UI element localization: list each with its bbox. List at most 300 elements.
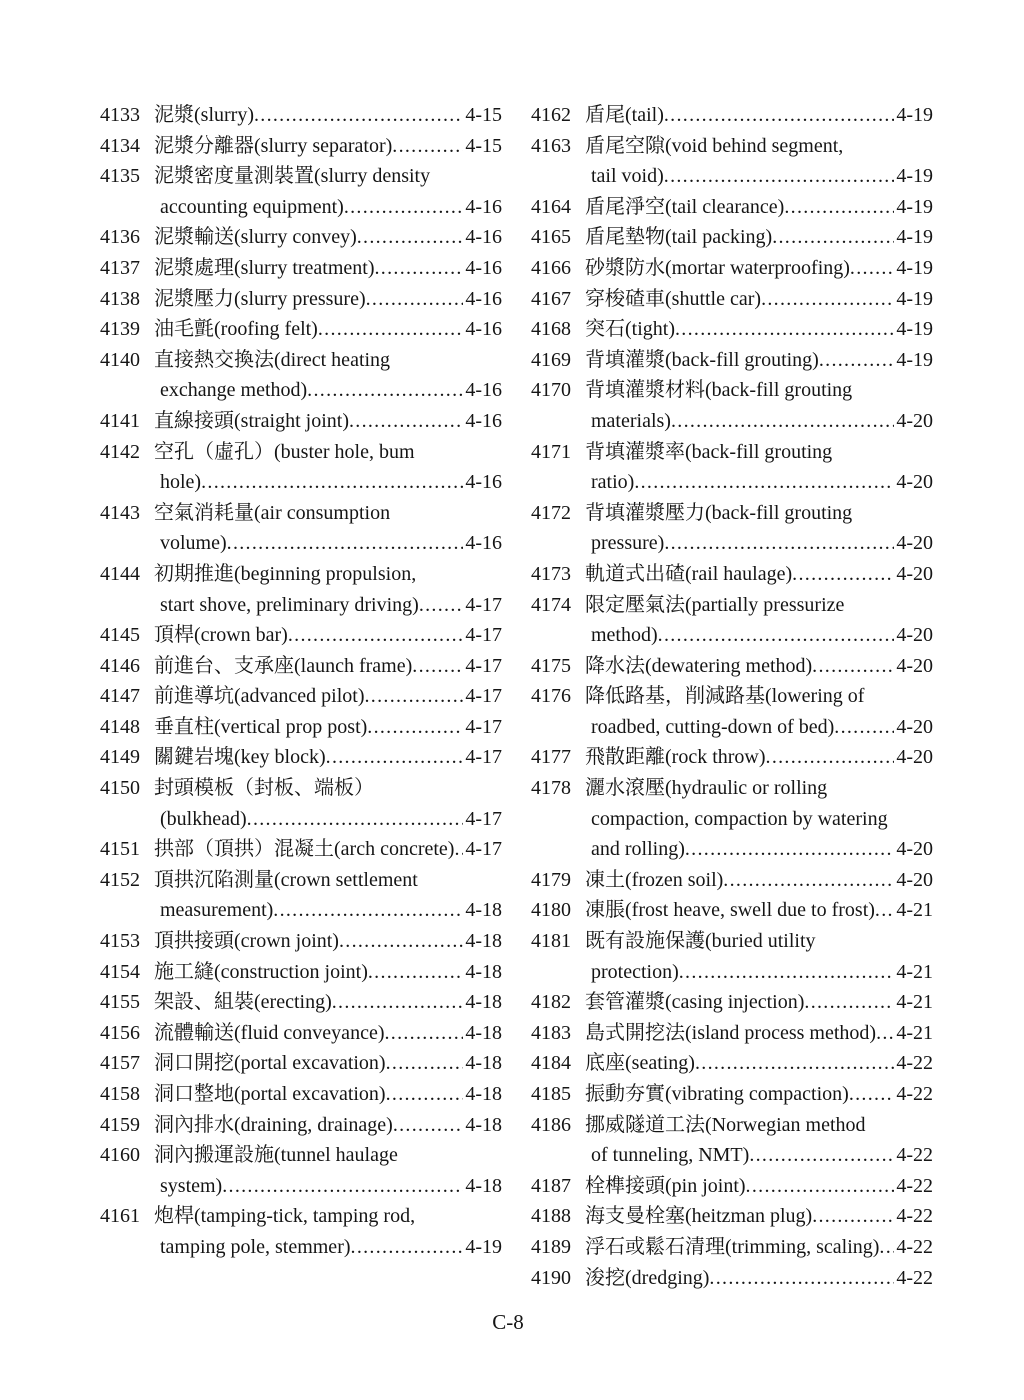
entry-body [154,437,502,498]
entry-pageref: 4-20 [896,715,933,738]
index-entry [531,1079,933,1110]
entry-body [154,559,502,620]
entry-term: 泥漿(slurry) [154,104,254,126]
entry-number: 4188 [531,1205,571,1228]
entry-term: exchange method) [160,379,308,402]
entry-pageref: 4-19 [896,287,933,310]
entry-line [585,1171,933,1202]
entry-pageref: 4-17 [465,746,502,769]
entry-number: 4163 [531,134,571,157]
entry-line [585,590,933,621]
dot-leader [664,161,895,192]
dot-leader [351,1232,464,1263]
entry-pageref: 4-18 [465,1052,502,1075]
entry-line [154,773,502,804]
dot-leader [812,651,894,682]
entry-number: 4150 [100,777,140,800]
entry-body [585,222,933,253]
entry-pageref: 4-16 [465,287,502,310]
entry-body [154,1201,502,1262]
entry-body [585,437,933,498]
entry-line [154,222,502,253]
entry-term: 架設、組裝(erecting) [154,991,332,1014]
dot-leader [819,345,894,376]
entry-pageref: 4-15 [465,104,502,126]
entry-number: 4157 [100,1052,140,1075]
entry-term: method) [591,624,658,647]
entry-body [585,131,933,192]
entry-body [154,712,502,743]
dot-leader [658,620,895,651]
entry-body [154,1110,502,1141]
entry-term: 盾尾空隙(void behind segment, [585,134,844,157]
entry-term: 頂拱沉陷測量(crown settlement [154,868,418,891]
index-entry [100,161,502,222]
entry-number: 4181 [531,930,571,953]
index-entry [100,100,502,131]
dot-leader [357,222,464,253]
dot-leader [671,406,894,437]
entry-line [585,987,933,1018]
entry-body [154,345,502,406]
entry-number: 4189 [531,1235,571,1258]
entry-number: 4138 [100,287,140,310]
entry-body [154,987,502,1018]
entry-line [154,528,502,559]
entry-number: 4179 [531,868,571,891]
entry-pageref: 4-20 [896,838,933,861]
entry-term: 飛散距離(rock throw) [585,746,766,769]
index-entry [100,773,502,834]
index-entry [100,345,502,406]
entry-number: 4151 [100,838,140,861]
dot-leader [386,1079,464,1110]
entry-line [154,1110,502,1141]
entry-body [154,1018,502,1049]
entry-body [585,1079,933,1110]
dot-leader [723,865,894,896]
entry-term: 背填灌漿壓力(back-fill grouting [585,501,853,524]
entry-number: 4172 [531,501,571,524]
entry-term: compaction, compaction by watering [591,807,888,830]
entry-term: tail void) [591,165,664,188]
entry-number: 4185 [531,1083,571,1105]
entry-term: 浚挖(dredging) [585,1266,710,1289]
index-columns [100,100,933,1293]
entry-number: 4184 [531,1052,571,1075]
dot-leader [384,1018,463,1049]
entry-pageref: 4-20 [896,746,933,769]
entry-term: 背填灌漿材料(back-fill grouting [585,379,853,402]
dot-leader [664,100,894,131]
entry-pageref: 4-20 [896,654,933,677]
entry-body [154,773,502,834]
entry-term: measurement) [160,899,274,922]
entry-line [585,834,933,865]
entry-pageref: 4-19 [896,226,933,249]
entry-line [585,498,933,529]
entry-line [154,651,502,682]
entry-term: ratio) [591,471,635,494]
entry-pageref: 4-20 [896,532,933,555]
entry-pageref: 4-17 [465,715,502,738]
entry-pageref: 4-16 [465,471,502,494]
entry-term: 穿梭碴車(shuttle car) [585,287,762,310]
entry-term: 島式開挖法(island process method) [585,1021,877,1044]
entry-body [154,620,502,651]
entry-line [154,804,502,835]
entry-term: 浮石或鬆石清理(trimming, scaling) [585,1235,880,1258]
entry-number: 4145 [100,624,140,647]
dot-leader [367,712,463,743]
dot-leader [804,987,894,1018]
entry-term: 限定壓氣法(partially pressurize [585,593,845,616]
dot-leader [227,528,464,559]
index-entry [100,1048,502,1079]
entry-body [154,681,502,712]
index-entry [531,222,933,253]
entry-line [154,712,502,743]
entry-pageref: 4-18 [465,899,502,922]
dot-leader [332,987,464,1018]
entry-pageref: 4-16 [465,532,502,555]
entry-number: 4154 [100,960,140,983]
dot-leader [365,681,464,712]
entry-term: 軌道式出碴(rail haulage) [585,562,793,585]
index-entry [531,1018,933,1049]
entry-line [154,1201,502,1232]
entry-number: 4170 [531,379,571,402]
entry-number: 4167 [531,287,571,310]
entry-pageref: 4-18 [465,960,502,983]
entry-pageref: 4-18 [465,1021,502,1044]
index-entry [531,345,933,376]
index-entry [531,987,933,1018]
entry-number: 4135 [100,165,140,188]
dot-leader [875,895,894,926]
dot-leader [339,926,463,957]
index-entry [100,1140,502,1201]
entry-term: protection) [591,960,679,983]
index-entry [531,926,933,987]
entry-pageref: 4-20 [896,562,933,585]
dot-leader [772,222,894,253]
entry-pageref: 4-17 [465,593,502,616]
index-entry [100,834,502,865]
entry-body [585,987,933,1018]
entry-line [585,712,933,743]
entry-number: 4174 [531,593,571,616]
entry-body [585,1201,933,1232]
index-entry [100,131,502,162]
index-entry [531,375,933,436]
entry-number: 4168 [531,318,571,341]
dot-leader [685,834,894,865]
dot-leader [326,742,464,773]
entry-term: 凍土(frozen soil) [585,868,724,891]
entry-term: 泥漿壓力(slurry pressure) [154,287,366,310]
entry-term: 頂拱接頭(crown joint) [154,930,339,953]
entry-body [585,559,933,590]
entry-body [154,314,502,345]
entry-pageref: 4-19 [896,318,933,341]
index-entry [531,865,933,896]
entry-body [154,834,502,865]
entry-pageref: 4-16 [465,409,502,432]
entry-body [154,651,502,682]
entry-body [154,100,502,131]
dot-leader [695,1048,894,1079]
index-column-left [100,100,502,1293]
entry-line [154,284,502,315]
dot-leader [222,1171,463,1202]
entry-line [154,620,502,651]
index-entry [100,559,502,620]
entry-line [154,375,502,406]
entry-number: 4144 [100,562,140,585]
entry-term: 前進導坑(advanced pilot) [154,685,365,708]
entry-line [154,590,502,621]
dot-leader [307,375,463,406]
entry-line [585,528,933,559]
dot-leader [664,528,894,559]
index-entry [531,895,933,926]
entry-term: 降低路基，削減路基(lowering of [585,685,865,708]
entry-pageref: 4-19 [896,256,933,279]
entry-line [585,1201,933,1232]
dot-leader [679,957,895,988]
index-entry [100,222,502,253]
dot-leader [746,1171,895,1202]
entry-term: 砂漿防水(mortar waterproofing) [585,256,850,279]
index-entry [531,284,933,315]
entry-pageref: 4-18 [465,1113,502,1136]
dot-leader [879,1232,894,1263]
entry-number: 4177 [531,746,571,769]
entry-body [585,1110,933,1171]
index-entry [100,1079,502,1110]
entry-number: 4136 [100,226,140,249]
index-entry [100,742,502,773]
entry-pageref: 4-18 [465,1174,502,1197]
entry-term: 油毛氈(roofing felt) [154,318,318,341]
entry-line [585,253,933,284]
entry-line [585,161,933,192]
entry-pageref: 4-19 [896,348,933,371]
index-entry [100,406,502,437]
dot-leader [318,314,463,345]
entry-number: 4139 [100,318,140,341]
entry-term: 空氣消耗量(air consumption [154,501,391,524]
entry-number: 4169 [531,348,571,371]
entry-pageref: 4-17 [465,654,502,677]
entry-number: 4146 [100,654,140,677]
entry-line [585,804,933,835]
entry-number: 4162 [531,104,571,126]
entry-number: 4176 [531,685,571,708]
entry-term: and rolling) [591,838,685,861]
entry-pageref: 4-17 [465,624,502,647]
entry-line [154,1048,502,1079]
entry-term: 背填灌漿率(back-fill grouting [585,440,833,463]
entry-term: tamping pole, stemmer) [160,1235,351,1258]
entry-line [585,1079,933,1110]
entry-body [585,926,933,987]
entry-line [154,345,502,376]
entry-body [585,192,933,223]
entry-pageref: 4-17 [465,807,502,830]
entry-line [154,161,502,192]
index-entry [531,192,933,223]
entry-line [585,957,933,988]
entry-pageref: 4-21 [896,960,933,983]
index-entry [531,681,933,742]
index-entry [531,1171,933,1202]
dot-leader [675,314,894,345]
entry-line [585,406,933,437]
entry-line [154,742,502,773]
entry-number: 4173 [531,562,571,585]
index-entry [100,1018,502,1049]
index-entry [100,926,502,957]
entry-number: 4156 [100,1021,140,1044]
entry-term: materials) [591,409,671,432]
entry-term: 灑水滾壓(hydraulic or rolling [585,777,828,800]
index-entry [531,131,933,192]
entry-term: pressure) [591,532,665,555]
entry-term: 流體輸送(fluid conveyance) [154,1021,385,1044]
entry-line [154,253,502,284]
entry-line [585,651,933,682]
index-entry [100,498,502,559]
entry-term: 洞口整地(portal excavation) [154,1083,386,1105]
entry-pageref: 4-22 [896,1205,933,1228]
entry-term: 直接熱交換法(direct heating [154,348,391,371]
dot-leader [386,1048,464,1079]
entry-term: 泥漿輸送(slurry convey) [154,226,357,249]
entry-body [154,253,502,284]
dot-leader [812,1201,894,1232]
entry-pageref: 4-20 [896,471,933,494]
entry-term: system) [160,1174,223,1197]
entry-term: 前進台、支承座(launch frame) [154,654,413,677]
entry-pageref: 4-16 [465,379,502,402]
entry-term: 封頭模板（封板、端板） [154,777,374,800]
entry-body [154,1048,502,1079]
entry-line [585,1048,933,1079]
dot-leader [392,131,463,162]
entry-pageref: 4-22 [896,1144,933,1167]
entry-term: 施工縫(construction joint) [154,960,368,983]
entry-body [154,498,502,559]
entry-line [585,895,933,926]
entry-term: 降水法(dewatering method) [585,654,813,677]
entry-term: volume) [160,532,227,555]
index-entry [531,100,933,131]
dot-leader [254,100,463,131]
entry-pageref: 4-15 [465,134,502,157]
entry-term: 振動夯實(vibrating compaction) [585,1083,849,1105]
entry-term: 垂直柱(vertical prop post) [154,715,368,738]
entry-number: 4165 [531,226,571,249]
entry-pageref: 4-19 [896,104,933,126]
entry-term: 盾尾淨空(tail clearance) [585,195,785,218]
dot-leader [876,1018,894,1049]
entry-number: 4141 [100,409,140,432]
index-entry [531,559,933,590]
entry-term: of tunneling, NMT) [591,1144,750,1167]
entry-line [154,498,502,529]
entry-line [154,1079,502,1110]
entry-term: 頂桿(crown bar) [154,624,288,647]
entry-pageref: 4-16 [465,195,502,218]
entry-number: 4190 [531,1266,571,1289]
entry-term: 凍脹(frost heave, swell due to frost) [585,899,875,922]
entry-pageref: 4-22 [896,1266,933,1289]
entry-body [585,1018,933,1049]
index-entry [531,1263,933,1294]
entry-number: 4160 [100,1144,140,1167]
entry-line [154,1140,502,1171]
entry-term: 拱部（頂拱）混凝土(arch concrete) [154,838,455,861]
entry-pageref: 4-16 [465,256,502,279]
entry-line [585,742,933,773]
entry-number: 4178 [531,777,571,800]
entry-body [154,742,502,773]
dot-leader [792,559,894,590]
entry-term: 套管灌漿(casing injection) [585,991,805,1014]
entry-number: 4153 [100,930,140,953]
entry-line [154,314,502,345]
entry-term: 直線接頭(straight joint) [154,409,349,432]
entry-body [585,375,933,436]
index-entry [100,1110,502,1141]
entry-body [585,742,933,773]
entry-line [154,895,502,926]
entry-pageref: 4-22 [896,1235,933,1258]
dot-leader [749,1140,894,1171]
index-entry [100,253,502,284]
dot-leader [368,957,463,988]
index-entry [531,1048,933,1079]
entry-term: 既有設施保護(buried utility [585,930,816,953]
entry-body [154,957,502,988]
page-number: C-8 [492,1310,524,1334]
entry-body [154,1079,502,1110]
entry-pageref: 4-18 [465,991,502,1014]
entry-line [154,926,502,957]
entry-line [154,681,502,712]
dot-leader [761,284,894,315]
entry-term: (bulkhead) [160,807,247,830]
entry-line [154,467,502,498]
entry-number: 4142 [100,440,140,463]
entry-pageref: 4-21 [896,899,933,922]
entry-pageref: 4-17 [465,838,502,861]
entry-line [154,559,502,590]
dot-leader [273,895,463,926]
entry-number: 4133 [100,104,140,126]
entry-number: 4134 [100,134,140,157]
entry-body [585,681,933,742]
entry-body [585,100,933,131]
entry-line [154,131,502,162]
entry-line [154,1171,502,1202]
entry-body [585,314,933,345]
entry-pageref: 4-20 [896,868,933,891]
index-entry [100,712,502,743]
entry-line [585,467,933,498]
